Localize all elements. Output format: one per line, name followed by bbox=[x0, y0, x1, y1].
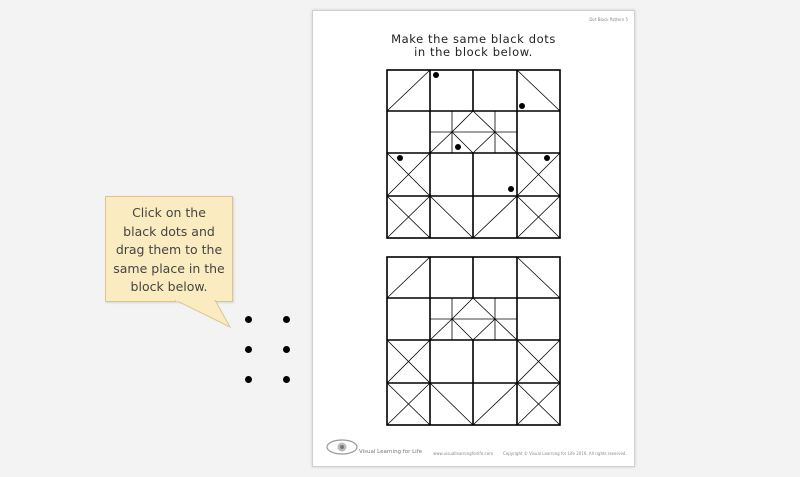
model-dot bbox=[455, 144, 461, 150]
instruction-line-2: in the block below. bbox=[414, 45, 533, 59]
model-dot bbox=[397, 155, 403, 161]
instruction-line-1: Make the same black dots bbox=[391, 32, 556, 46]
target-block[interactable] bbox=[386, 256, 561, 426]
footer-logo-text: Visual Learning for Life bbox=[359, 449, 423, 455]
draggable-dot[interactable] bbox=[245, 316, 252, 323]
model-block bbox=[386, 69, 561, 239]
callout-line-5: block below. bbox=[130, 279, 208, 294]
draggable-dot[interactable] bbox=[283, 316, 290, 323]
footer-url: www.visuallearningforlife.com bbox=[433, 451, 494, 456]
instruction-callout bbox=[105, 196, 233, 302]
callout-line-2: black dots and bbox=[123, 223, 215, 239]
model-dot bbox=[508, 186, 514, 192]
callout-line-4: same place in the bbox=[113, 260, 225, 276]
draggable-dot[interactable] bbox=[283, 346, 290, 353]
model-dot bbox=[519, 103, 525, 109]
draggable-dot[interactable] bbox=[245, 346, 252, 353]
draggable-dot[interactable] bbox=[283, 376, 290, 383]
eye-logo-icon bbox=[325, 437, 359, 457]
instruction-title bbox=[313, 33, 634, 59]
callout-line-1: Click on the bbox=[132, 205, 206, 220]
draggable-dot[interactable] bbox=[245, 376, 252, 383]
footer-copyright: Copyright © Visual Learning for Life 2016. All rights reserved. bbox=[503, 451, 627, 456]
worksheet-tag: Dot Block Pattern 5 bbox=[589, 17, 628, 22]
model-dot bbox=[433, 72, 439, 78]
model-dot bbox=[544, 155, 550, 161]
callout-pointer bbox=[175, 300, 235, 330]
callout-line-3: drag them to the bbox=[115, 242, 223, 257]
worksheet-page bbox=[312, 10, 635, 467]
